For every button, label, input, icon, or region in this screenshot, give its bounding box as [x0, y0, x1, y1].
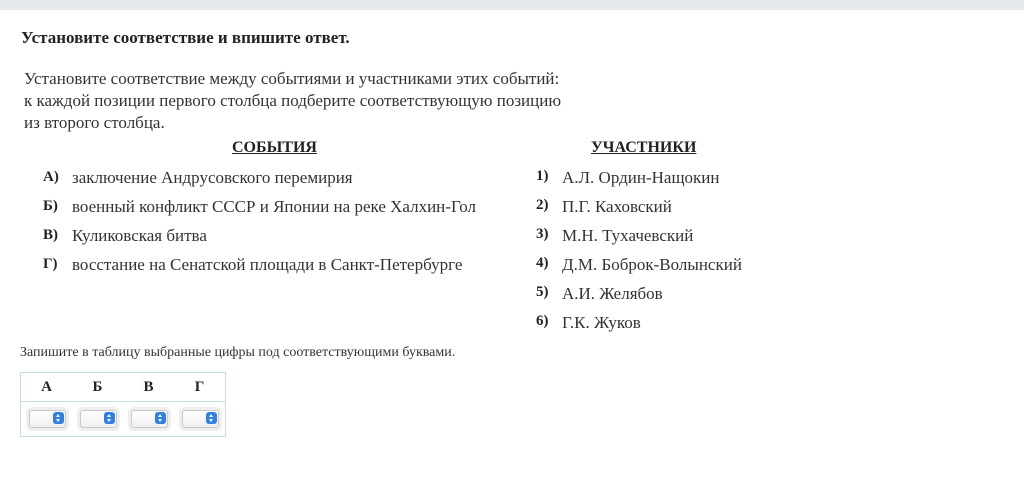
event-text: восстание на Сенатской площади в Санкт-Петербурге	[72, 255, 463, 274]
participants-column-header: УЧАСТНИКИ	[591, 139, 697, 156]
event-marker: Г)	[43, 256, 58, 272]
participant-text: А.И. Желябов	[562, 284, 663, 303]
chevron-up-down-icon	[206, 412, 217, 424]
chevron-up-down-icon	[53, 412, 64, 424]
answer-table	[20, 372, 226, 437]
participant-marker: 2)	[536, 197, 549, 213]
participant-text: А.Л. Ордин-Нащокин	[562, 168, 720, 187]
participant-text: Д.М. Боброк-Волынский	[562, 255, 742, 274]
task-intro	[24, 68, 624, 134]
intro-line: из второго столбца.	[24, 113, 165, 132]
answer-table-header	[21, 373, 225, 402]
task-heading: Установите соответствие и впишите ответ.	[21, 28, 350, 47]
answer-select-a[interactable]	[29, 410, 66, 428]
answer-select-g[interactable]	[182, 410, 219, 428]
intro-line: к каждой позиции первого столбца подберите соответствующую позицию	[24, 91, 562, 110]
answer-letter-g: Г	[194, 379, 205, 395]
participant-text: М.Н. Тухачевский	[562, 226, 694, 245]
participant-marker: 4)	[536, 255, 549, 271]
answer-letter-b: Б	[92, 379, 103, 395]
answer-letter-v: В	[143, 379, 154, 395]
event-text: заключение Андрусовского перемирия	[72, 168, 353, 187]
chevron-up-down-icon	[104, 412, 115, 424]
top-bar	[0, 0, 1024, 10]
participant-text: П.Г. Каховский	[562, 197, 672, 216]
event-text: военный конфликт СССР и Японии на реке Халхин-Гол	[72, 197, 477, 216]
intro-line: Установите соответствие между событиями и участниками этих событий:	[24, 69, 560, 88]
participant-text: Г.К. Жуков	[562, 313, 641, 332]
event-text: Куликовская битва	[72, 226, 207, 245]
answer-instruction: Запишите в таблицу выбранные цифры под соответствующими буквами.	[20, 345, 456, 360]
participant-marker: 1)	[536, 168, 549, 184]
answer-letter-a: А	[41, 379, 52, 395]
event-marker: В)	[43, 227, 58, 243]
event-marker: А)	[43, 169, 59, 185]
events-column-header: СОБЫТИЯ	[232, 139, 317, 156]
chevron-up-down-icon	[155, 412, 166, 424]
event-marker: Б)	[43, 198, 58, 214]
participant-marker: 5)	[536, 284, 549, 300]
participant-marker: 3)	[536, 226, 549, 242]
participant-marker: 6)	[536, 313, 549, 329]
answer-select-b[interactable]	[80, 410, 117, 428]
answer-select-v[interactable]	[131, 410, 168, 428]
